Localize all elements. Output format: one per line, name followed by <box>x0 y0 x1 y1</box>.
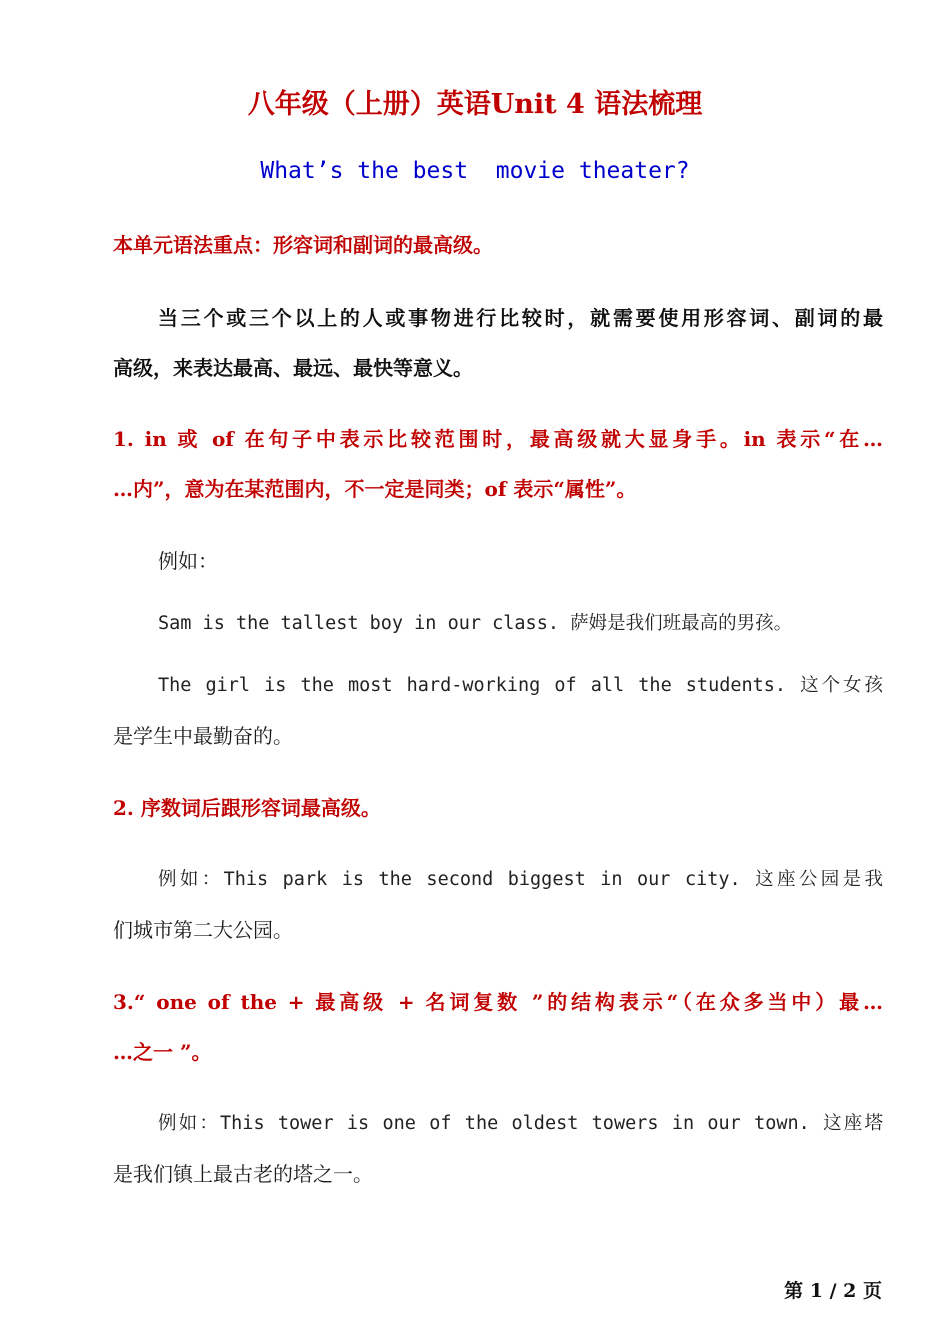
page-number: 第 1 / 2 页 <box>784 1280 882 1302</box>
point3-heading-line-2: …之一 ”。 <box>113 1040 212 1064</box>
point2-heading: 2. 序数词后跟形容词最高级。 <box>113 796 381 820</box>
page-subtitle: What’s the best movie theater? <box>260 158 690 184</box>
point3-heading-line-1: 3.“ one of the + 最高级 + 名词复数 ”的结构表示“（在众多当中）最… <box>113 990 883 1014</box>
intro-line-2: 高级，来表达最高、最远、最快等意义。 <box>113 356 473 380</box>
point2-example-line-1: 例如：This park is the second biggest in our city. 这座公园是我 <box>158 869 883 890</box>
point1-heading-line-2: …内”，意为在某范围内，不一定是同类；of 表示“属性”。 <box>113 477 637 501</box>
intro-line-1: 当三个或三个以上的人或事物进行比较时，就需要使用形容词、副词的最 <box>158 306 883 330</box>
page-title: 八年级（上册）英语Unit 4 语法梳理 <box>247 89 703 120</box>
point2-example-line-2: 们城市第二大公园。 <box>113 918 293 942</box>
point1-heading-line-1: 1. in 或 of 在句子中表示比较范围时，最高级就大显身手。in 表示“在… <box>113 427 883 451</box>
point3-example-line-2: 是我们镇上最古老的塔之一。 <box>113 1162 373 1186</box>
grammar-focus: 本单元语法重点：形容词和副词的最高级。 <box>113 233 493 257</box>
point1-example-2-line-2: 是学生中最勤奋的。 <box>113 724 293 748</box>
point1-example-label: 例如： <box>158 549 218 573</box>
point1-example-2-line-1: The girl is the most hard-working of all the students. 这个女孩 <box>158 675 883 696</box>
point1-example-1: Sam is the tallest boy in our class. 萨姆是我们班最高的男孩。 <box>158 613 793 634</box>
point3-example-line-1: 例如：This tower is one of the oldest towers in our town. 这座塔 <box>158 1113 883 1134</box>
